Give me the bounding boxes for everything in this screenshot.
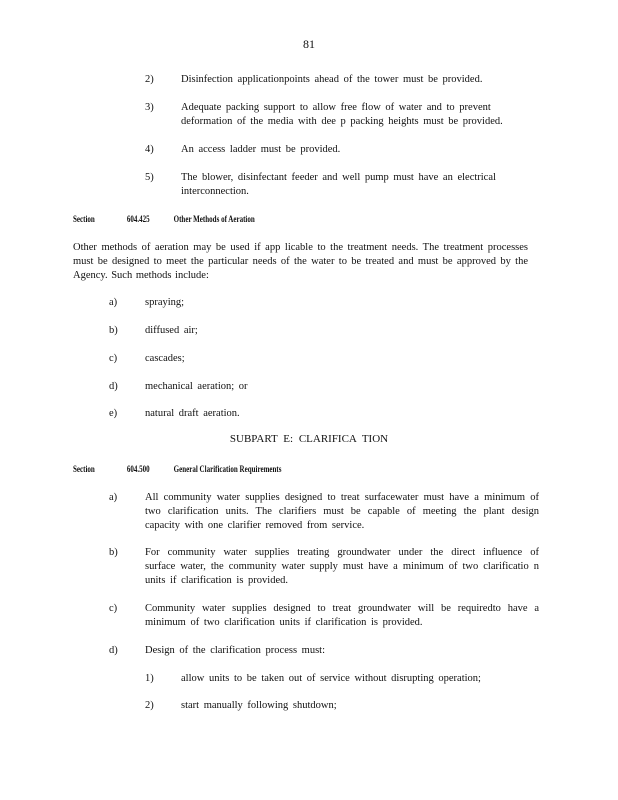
section-title: General Clarification Requirements (173, 464, 282, 474)
list-item-text: Community water supplies designed to treat groundwater will be requiredto have a minimum of two clarification units if clarification is provided. (145, 603, 539, 628)
list-item-text: All community water supplies designed to treat surfacewater must have a minimum of two clarification units. The clarifiers must be capable of meeting the plant design capacity with one clarifier removed from service. (145, 492, 539, 531)
list-item-number: 3) (145, 102, 154, 113)
list-item-number: c) (109, 353, 118, 364)
list-item-text: For community water supplies treating groundwater under the direct influence of surface water, the community water supply must have a minimum of two clarificatio n units if clarification is provided. (145, 547, 539, 586)
section-heading (73, 214, 255, 224)
list-item-number: a) (109, 492, 118, 503)
list-item-text: diffused air; (145, 325, 198, 336)
sub-list-item-text: start manually following shutdown; (181, 700, 337, 711)
list-item-number: 2) (145, 74, 154, 85)
section-heading (73, 464, 282, 474)
list-item-number: 4) (145, 144, 154, 155)
section-number: 604.425 (126, 214, 150, 224)
list-item-number: a) (109, 297, 118, 308)
list-item-number: e) (109, 408, 118, 419)
section-word: Section (73, 214, 95, 224)
list-item-number: d) (109, 645, 118, 656)
list-item-text: spraying; (145, 297, 185, 308)
section-paragraph: Other methods of aeration may be used if app licable to the treatment needs. The treatment processes must be designed to meet the particular needs of the water to be treated and must be approved by the Agency. Such methods include: (73, 242, 528, 281)
list-item-text: Disinfection applicationpoints ahead of the tower must be provided. (181, 74, 483, 85)
list-item-number: c) (109, 603, 118, 614)
list-item-text: natural draft aeration. (145, 408, 240, 419)
section-number: 604.500 (126, 464, 150, 474)
list-item-text: cascades; (145, 353, 185, 364)
sub-list-item-text: allow units to be taken out of service without disrupting operation; (181, 673, 481, 684)
list-item-text: Adequate packing support to allow free flow of water and to prevent deformation of the media with dee p packing heights must be provided. (181, 102, 503, 127)
list-item-text: The blower, disinfectant feeder and well pump must have an electrical interconnection. (181, 172, 496, 197)
section-word: Section (73, 464, 95, 474)
list-item-number: b) (109, 325, 118, 336)
list-item-number: 5) (145, 172, 154, 183)
section-title: Other Methods of Aeration (173, 214, 255, 224)
page-number: 81 (303, 37, 315, 51)
sub-list-item-number: 2) (145, 700, 154, 711)
subpart-heading: SUBPART E: CLARIFICA TION (229, 433, 389, 445)
sub-list-item-number: 1) (145, 673, 154, 684)
list-item-number: d) (109, 381, 118, 392)
list-item-text: mechanical aeration; or (145, 381, 248, 392)
list-item-text: Design of the clarification process must: (145, 645, 325, 656)
list-item-number: b) (109, 547, 118, 558)
list-item-text: An access ladder must be provided. (181, 144, 341, 155)
